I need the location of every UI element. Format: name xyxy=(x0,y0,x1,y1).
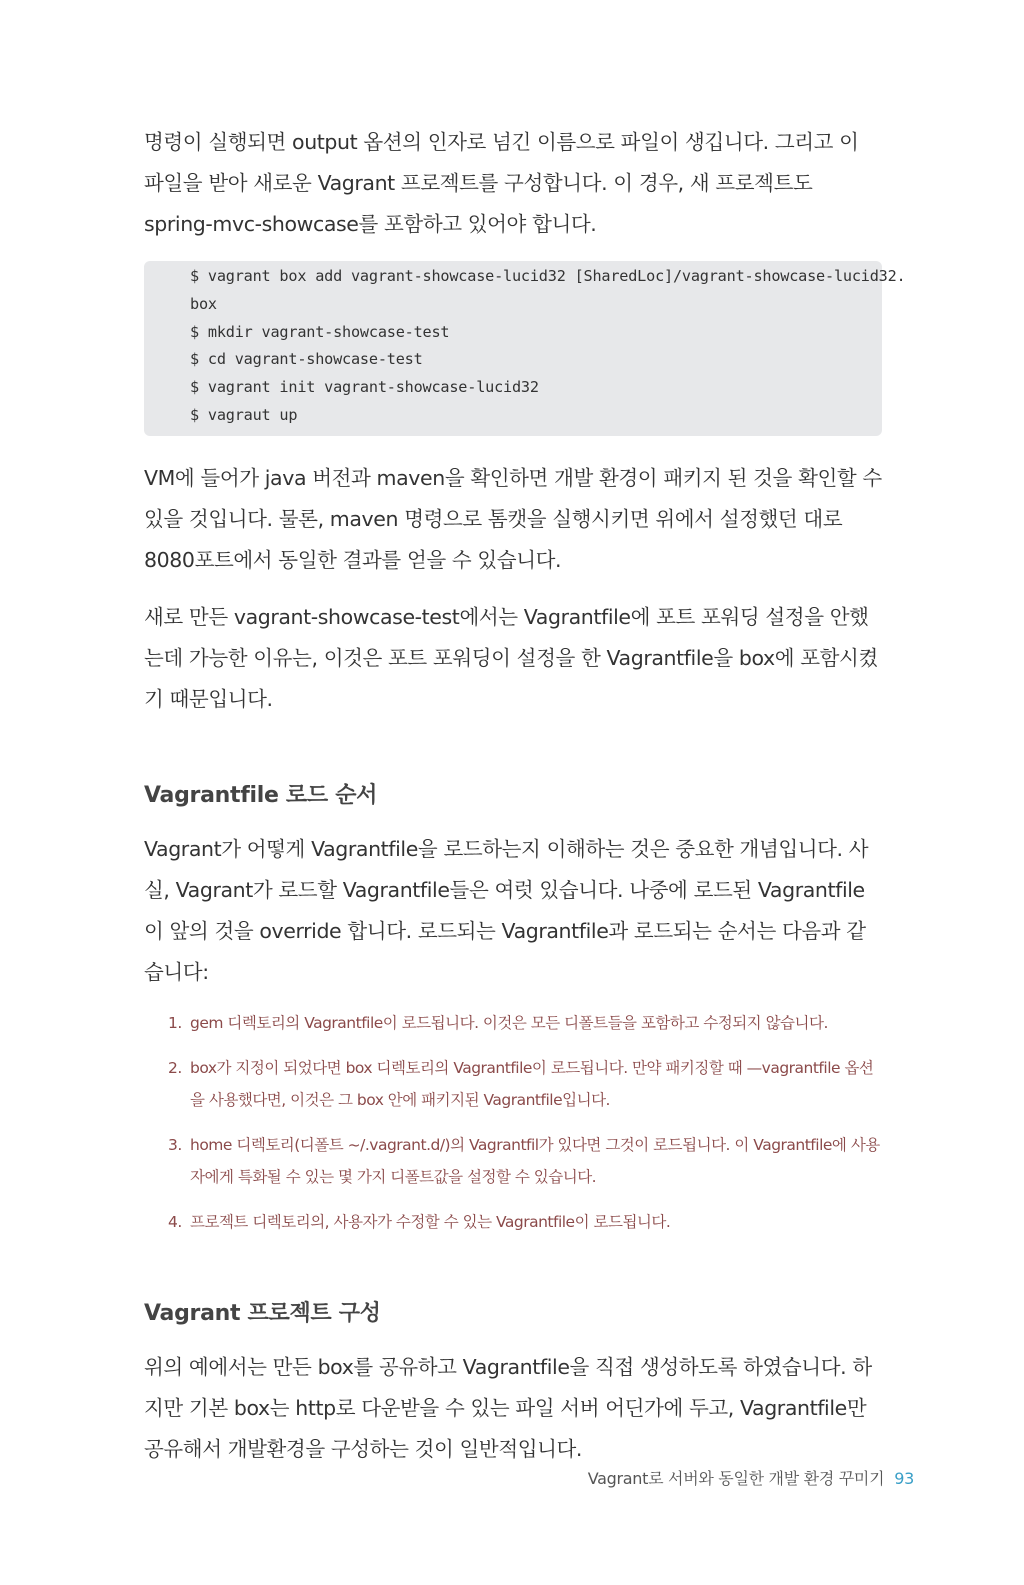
list-item xyxy=(144,1052,882,1116)
paragraph-load-order: Vagrant가 어떻게 Vagrantfile을 로드하는지 이해하는 것은 중요한 개념입니다. 사실, Vagrant가 로드할 Vagrantfile들은 여럿 있습니다. 나중에 로드된 Vagrantfile이 앞의 것을 override 합니다. 로드되는 Vagrantfile과 로드되는 순서는 다음과 같습니다: xyxy=(144,836,869,984)
paragraph-port-forwarding: 새로 만든 vagrant-showcase-test에서는 Vagrantfile에 포트 포워딩 설정을 안했는데 가능한 이유는, 이것은 포트 포워딩이 설정을 한 Vagrantfile을 box에 포함시켰기 때문입니다. xyxy=(144,604,878,711)
list-text: box가 지정이 되었다면 box 디렉토리의 Vagrantfile이 로드됩니다. 만약 패키징할 때 —vagrantfile 옵션을 사용했다면, 이것은 그 box 안에 패키지된 Vagrantfile입니다. xyxy=(190,1058,874,1109)
footer-title: Vagrant로 서버와 동일한 개발 환경 꾸미기 xyxy=(587,1469,885,1488)
heading-project-config: Vagrant 프로젝트 구성 xyxy=(144,1300,381,1326)
code-line: $ vagraut up xyxy=(190,405,298,424)
code-line: $ mkdir vagrant-showcase-test xyxy=(190,322,450,341)
list-number: 4. xyxy=(168,1212,182,1231)
page-content xyxy=(144,122,906,1470)
list-item xyxy=(144,1007,882,1039)
page-footer xyxy=(588,1466,914,1489)
list-item xyxy=(144,1206,882,1238)
list-text: gem 디렉토리의 Vagrantfile이 로드됩니다. 이것은 모든 디폴트들을 포함하고 수정되지 않습니다. xyxy=(190,1013,828,1032)
list-number: 3. xyxy=(168,1135,182,1154)
code-line: $ cd vagrant-showcase-test xyxy=(190,350,423,369)
paragraph-project-config: 위의 예에서는 만든 box를 공유하고 Vagrantfile을 직접 생성하도록 하였습니다. 하지만 기본 box는 http로 다운받을 수 있는 파일 서버 어딘가에 두고, Vagrantfile만 공유해서 개발환경을 구성하는 것이 일반적입니다. xyxy=(144,1354,872,1461)
list-number: 2. xyxy=(168,1058,182,1077)
code-line: $ vagrant box add vagrant-showcase-lucid32 [SharedLoc]/vagrant-showcase-lucid32. xyxy=(190,267,906,285)
page-number: 93 xyxy=(894,1469,914,1488)
code-line: box xyxy=(190,294,217,313)
code-line: $ vagrant init vagrant-showcase-lucid32 xyxy=(190,378,539,397)
paragraph-vm-check: VM에 들어가 java 버전과 maven을 확인하면 개발 환경이 패키지 된 것을 확인할 수 있을 것입니다. 물론, maven 명령으로 톰캣을 실행시키면 위에서 설정했던 대로 8080포트에서 동일한 결과를 얻을 수 있습니다. xyxy=(144,465,882,572)
list-text: home 디렉토리(디폴트 ~/.vagrant.d/)의 Vagrantfil가 있다면 그것이 로드됩니다. 이 Vagrantfile에 사용자에게 특화될 수 있는 몇 가지 디폴트값을 설정할 수 있습니다. xyxy=(190,1135,880,1186)
paragraph-output-option: 명령이 실행되면 output 옵션의 인자로 넘긴 이름으로 파일이 생깁니다. 그리고 이 파일을 받아 새로운 Vagrant 프로젝트를 구성합니다. 이 경우, 새 프로젝트도 spring-mvc-showcase를 포함하고 있어야 합니다. xyxy=(144,130,859,236)
code-block xyxy=(144,261,906,436)
heading-load-order: Vagrantfile 로드 순서 xyxy=(144,782,378,808)
load-order-list xyxy=(144,1007,882,1238)
list-number: 1. xyxy=(168,1013,182,1032)
list-text: 프로젝트 디렉토리의, 사용자가 수정할 수 있는 Vagrantfile이 로드됩니다. xyxy=(190,1212,671,1231)
list-item xyxy=(144,1129,882,1193)
